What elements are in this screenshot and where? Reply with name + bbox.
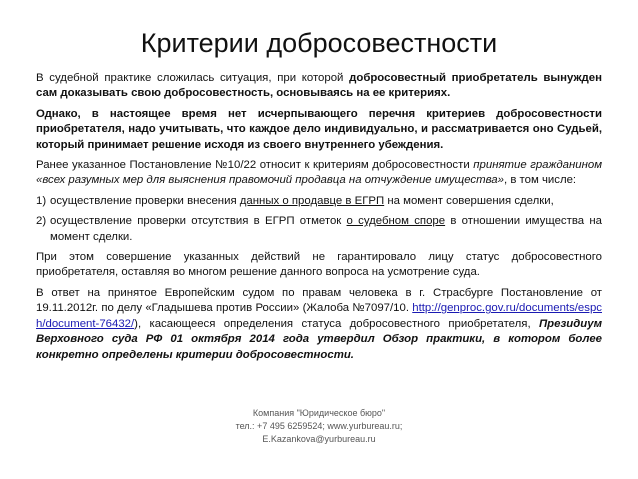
paragraph-5-text: В ответ на принятое Европейским судом по правам человека в г. Страсбурге Постановление от 19.11.2012г. по делу «Гладышева против России» (Жалоба №7097/10.	[36, 286, 602, 315]
footer-contacts	[0, 407, 638, 446]
paragraph-1-bold: добросовестный приобретатель вынужден сам доказывать свою добросовестность, основываясь на ее критериях.	[36, 72, 602, 100]
list-item-number: 1)	[36, 194, 47, 207]
footer-phone-site: тел.: +7 495 6259524; www.yurbureau.ru;	[235, 421, 403, 431]
footer-company: Компания "Юридическое бюро"	[252, 408, 386, 418]
espch-document-link[interactable]: http://genproc.gov.ru/documents/espch/document-76432/	[36, 302, 602, 330]
paragraph-1-text: В судебной практике сложилась ситуация, при которой	[36, 72, 350, 84]
list-item-1-underlined: данных о продавце в ЕГРП	[239, 194, 385, 207]
list-item-2-text: осуществление проверки отсутствия в ЕГРП отметок	[50, 215, 347, 228]
list-item-text	[50, 214, 602, 245]
paragraph-5	[36, 286, 602, 363]
list-item	[36, 214, 602, 245]
list-item-2-underlined: о судебном споре	[346, 215, 446, 228]
paragraph-2	[36, 107, 602, 153]
paragraph-4: При этом совершение указанных действий не гарантировало лицу статус добросовестного приобретателя, оставляя во многом решение данного вопроса на усмотрение суда.	[36, 251, 602, 279]
paragraph-1	[36, 71, 602, 102]
paragraph-2-bold: Однако, в настоящее время нет исчерпывающего перечня критериев добросовестности приобретателя, надо учитывать, что каждое дело индивидуально, и рассматривается оно Судьей, который принимает решение исходя из своего внутреннего убеждения.	[36, 107, 602, 151]
paragraph-3-text: Ранее указанное Постановление №10/22 относит к критериям добросовестности	[36, 159, 474, 172]
paragraph-3-tail: , в том числе:	[503, 174, 577, 187]
paragraph-3-italic: принятие гражданином «всех разумных мер для выяснения правомочий продавца на отчуждение имущества»	[36, 159, 603, 187]
list-item-number: 2)	[36, 215, 47, 228]
paragraph-3	[36, 158, 602, 189]
slide-body	[36, 71, 602, 368]
paragraph-5-bold-italic: Президиум Верховного суда РФ 01 октября 2014 года утвердил Обзор практики, в котором более конкретно определены критерии добросовестности.	[36, 317, 602, 361]
list-item-1-tail: на момент совершения сделки,	[384, 194, 554, 207]
list-item-1-text: осуществление проверки внесения	[50, 194, 240, 207]
paragraph-5-middle: ), касающееся определения статуса добросовестного приобретателя,	[134, 317, 539, 330]
list-item-text	[50, 194, 602, 209]
footer-email: E.Kazankova@yurbureau.ru	[262, 434, 376, 444]
list-item	[36, 194, 602, 209]
list-item-2-tail: в отношении имущества на момент сделки.	[50, 215, 602, 243]
slide-title: Критерии добросовестности	[140, 28, 498, 58]
